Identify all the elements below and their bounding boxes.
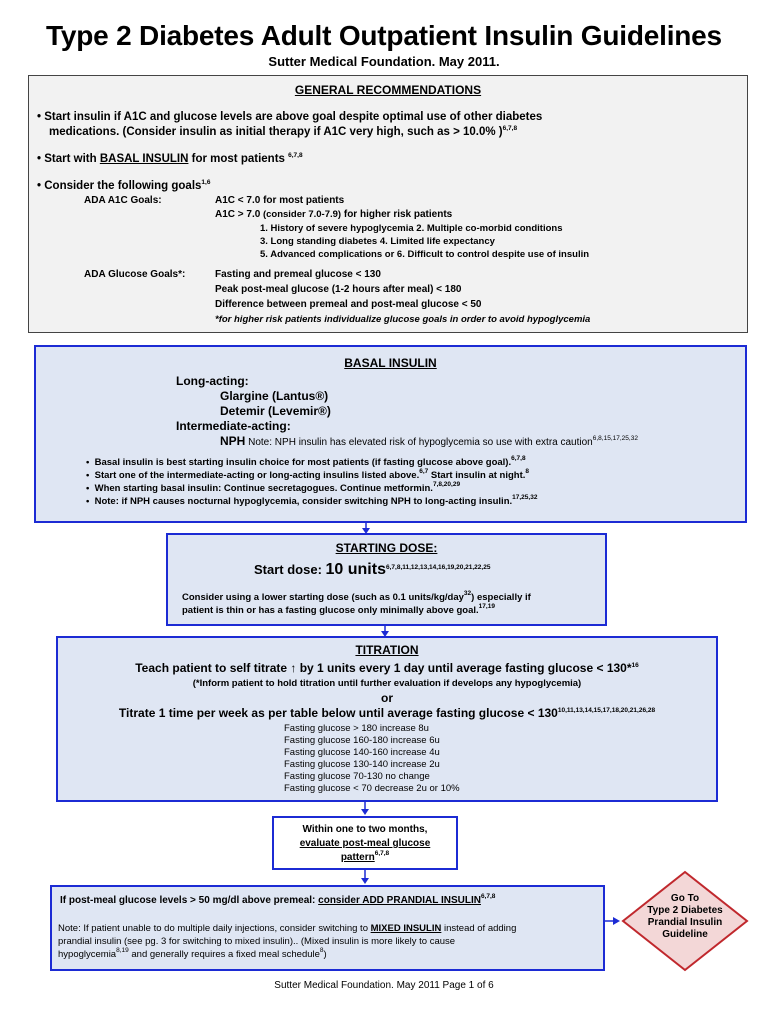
start-dose-note-1: Consider using a lower starting dose (such as 0.1 units/kg/day$^{32}$) especially if [182,590,531,603]
titration-row-2: Fasting glucose 160-180 increase 6u [284,735,440,746]
evaluate-line-1: Within one to two months, [302,824,428,835]
page-title: Type 2 Diabetes Adult Outpatient Insulin Guidelines [46,20,722,51]
goto-prandial-link[interactable]: Go To Type 2 Diabetes Prandial Insulin Guideline [647,893,723,940]
evaluate-line-3: pattern$^{6,7,8}$ [340,850,390,863]
prandial-main: If post-meal glucose levels > 50 mg/dl above premeal: consider ADD PRANDIAL INSULIN$^{6,7,8}$ [60,893,496,906]
titration-row-6: Fasting glucose < 70 decrease 2u or 10% [284,783,460,794]
detemir-item: Detemir (Levemir®) [220,404,331,418]
starting-dose-box [166,533,607,626]
titration-inform: (*Inform patient to hold titration until further evaluation if develops any hypoglycemia) [192,678,582,689]
glucose-goals-note: *for higher risk patients individualize glucose goals in order to avoid hypoglycemia [215,314,591,325]
a1c-goal-1: A1C < 7.0 for most patients [215,195,345,206]
a1c-goal-2: A1C > 7.0 (consider 7.0-7.9) for higher risk patients [215,209,453,220]
general-bullet-1: • Start insulin if A1C and glucose levels are above goal despite optimal use of other diabetes [37,111,543,123]
titration-weekly: Titrate 1 time per week as per table below until average fasting $glucose < 130^{10,11,13,14,15,17,18,20,21,26,28}$ [118,706,656,720]
risk-factors-3: 5. Advanced complications or 6. Difficult to control despite use of insulin [260,249,590,260]
start-dose-note-2: patient is thin or has a fasting glucose only minimally above goal.$^{17,19}$ [182,603,495,616]
titration-self: Teach patient to self titrate ↑ by 1 units every 1 day until average fasting glucose < 130*$^{16}$ [135,661,639,675]
page-footer: Sutter Medical Foundation. May 2011 Page 1 of 6 [274,980,494,991]
basal-bullet-4: • Note: if NPH causes nocturnal hypoglycemia, consider switching NPH to long-acting insulin.$^{17,25,32}$ [86,494,538,507]
general-bullet-3: • Consider the following goals$^{1,6}$ [37,179,211,192]
evaluate-box [272,816,458,870]
arrow-down-icon [359,870,371,885]
basal-insulin-box [34,345,747,523]
general-recommendations-box [28,75,748,333]
risk-factors-2: 3. Long standing diabetes 4. Limited life expectancy [260,236,495,247]
basal-bullet-2: • Start one of the intermediate-acting or long-acting insulins listed above.$^{6,7}$ Start insulin at night.$^8$ [86,468,530,481]
titration-row-1: Fasting glucose > 180 increase 8u [284,723,429,734]
start-dose: Start dose: 10 units$^{6,7,8,11,12,13,14,16,19,20,21,22,25}$ [254,561,491,578]
glucose-goal-3: Difference between premeal and post-meal glucose < 50 [215,299,482,310]
prandial-note-3: hypoglycemia$^{8,19}$ and generally requires a fixed meal schedule$^8$) [58,947,327,960]
glucose-goal-1: Fasting and premeal glucose < 130 [215,269,381,280]
glucose-goals-label: ADA Glucose Goals*: [84,269,186,280]
general-bullet-2: • Start with BASAL INSULIN for most patients $^{6,7,8}$ [37,152,303,165]
titration-row-4: Fasting glucose 130-140 increase 2u [284,759,440,770]
basal-bullet-1: • Basal insulin is best starting insulin choice for most patients (if fasting glucose above goal).$^{6,7,8}$ [86,455,526,468]
titration-row-5: Fasting glucose 70-130 no change [284,771,430,782]
general-bullet-1-cont: medications. (Consider insulin as initial therapy if A1C very high, such as > 10.0% )$^{6,7,8}$ [49,125,518,138]
intermediate-acting-label: Intermediate-acting: [176,419,291,433]
prandial-note-1: Note: If patient unable to do multiple daily injections, consider switching to MIXED INSULIN instead of adding [58,923,517,934]
evaluate-line-2: evaluate post-meal glucose [299,838,431,849]
titration-box [56,636,718,802]
basal-heading: BASAL INSULIN [344,356,437,370]
arrow-down-icon [379,626,391,638]
page-subtitle: Sutter Medical Foundation. May 2011. [268,54,500,69]
titration-or: or [381,691,393,705]
risk-factors-1: 1. History of severe hypoglycemia 2. Multiple co-morbid conditions [260,223,563,234]
glucose-goal-2: Peak post-meal glucose (1-2 hours after meal) < 180 [215,284,462,295]
a1c-goals-label: ADA A1C Goals: [84,195,162,206]
general-heading: GENERAL RECOMMENDATIONS [294,83,482,97]
arrow-down-icon [360,523,372,535]
glargine-item: Glargine (Lantus®) [220,389,329,403]
nph-item: NPH Note: NPH insulin has elevated risk of hypoglycemia so use with extra caution$^{6,8,15,17,25,32}$ [220,434,638,448]
prandial-note-2: prandial insulin (see pg. 3 for switching to mixed insulin).. (Mixed insulin is more likely to cause [58,936,456,947]
titration-row-3: Fasting glucose 140-160 increase 4u [284,747,440,758]
long-acting-label: Long-acting: [176,374,249,388]
starting-dose-heading: STARTING DOSE: [335,541,438,555]
prandial-box [50,885,605,971]
arrow-right-icon [605,915,621,927]
titration-heading: TITRATION [355,643,419,657]
arrow-down-icon [359,802,371,816]
basal-bullet-3: • When starting basal insulin: Continue secretagogues. Continue metformin.$^{7,8,20,29}$ [86,481,461,494]
